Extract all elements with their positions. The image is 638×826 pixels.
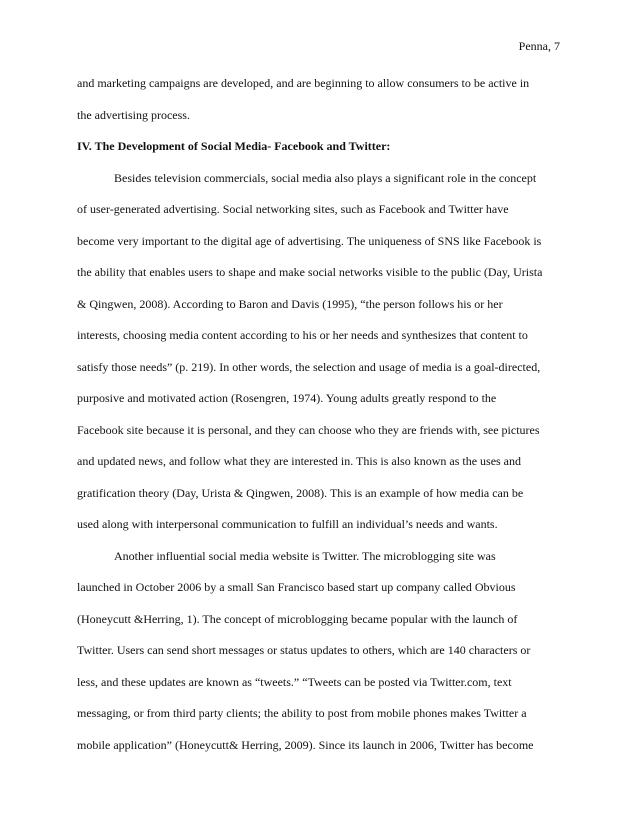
text-line: Twitter. Users can send short messages or status updates to others, which are 140 characters or [77, 643, 531, 657]
text-line: satisfy those needs” (p. 219). In other words, the selection and usage of media is a goal-directed, [77, 359, 541, 374]
text-line: Another influential social media website is Twitter. The microblogging site was [114, 548, 496, 563]
text-line: launched in October 2006 by a small San Francisco based start up company called Obvious [77, 580, 516, 594]
text-line: gratification theory (Day, Urista & Qingwen, 2008). This is an example of how media can be [77, 485, 524, 500]
text-line: used along with interpersonal communication to fulfill an individual’s needs and wants. [77, 517, 498, 531]
text-line: Besides television commercials, social media also plays a significant role in the concept [114, 170, 537, 185]
running-head: Penna, 7 [518, 39, 560, 53]
text-line: the advertising process. [77, 107, 190, 122]
text-line: interests, choosing media content according to his or her needs and synthesizes that content to [77, 328, 528, 342]
text-line: of user-generated advertising. Social networking sites, such as Facebook and Twitter have [77, 202, 509, 216]
text-line: and updated news, and follow what they are interested in. This is also known as the uses and [77, 454, 522, 468]
text-line: (Honeycutt &Herring, 1). The concept of microblogging became popular with the launch of [77, 611, 518, 626]
section-heading: IV. The Development of Social Media- Facebook and Twitter: [77, 139, 391, 153]
text-line: become very important to the digital age of advertising. The uniqueness of SNS like Facebook is [77, 233, 542, 248]
text-line: messaging, or from third party clients; the ability to post from mobile phones makes Twitter a [77, 706, 527, 720]
text-line: the ability that enables users to shape and make social networks visible to the public (Day, Urista [77, 265, 543, 279]
text-line: Facebook site because it is personal, and they can choose who they are friends with, see pictures [77, 422, 540, 437]
text-line: & Qingwen, 2008). According to Baron and Davis (1995), “the person follows his or her [77, 296, 503, 311]
text-line: mobile application” (Honeycutt& Herring, 2009). Since its launch in 2006, Twitter has become [77, 737, 534, 752]
document-body [77, 73, 564, 766]
text-line: and marketing campaigns are developed, and are beginning to allow consumers to be active in [77, 76, 530, 90]
text-line: purposive and motivated action (Rosengren, 1974). Young adults greatly respond to the [77, 391, 497, 405]
text-line: less, and these updates are known as “tweets.” “Tweets can be posted via Twitter.com, text [77, 674, 512, 689]
